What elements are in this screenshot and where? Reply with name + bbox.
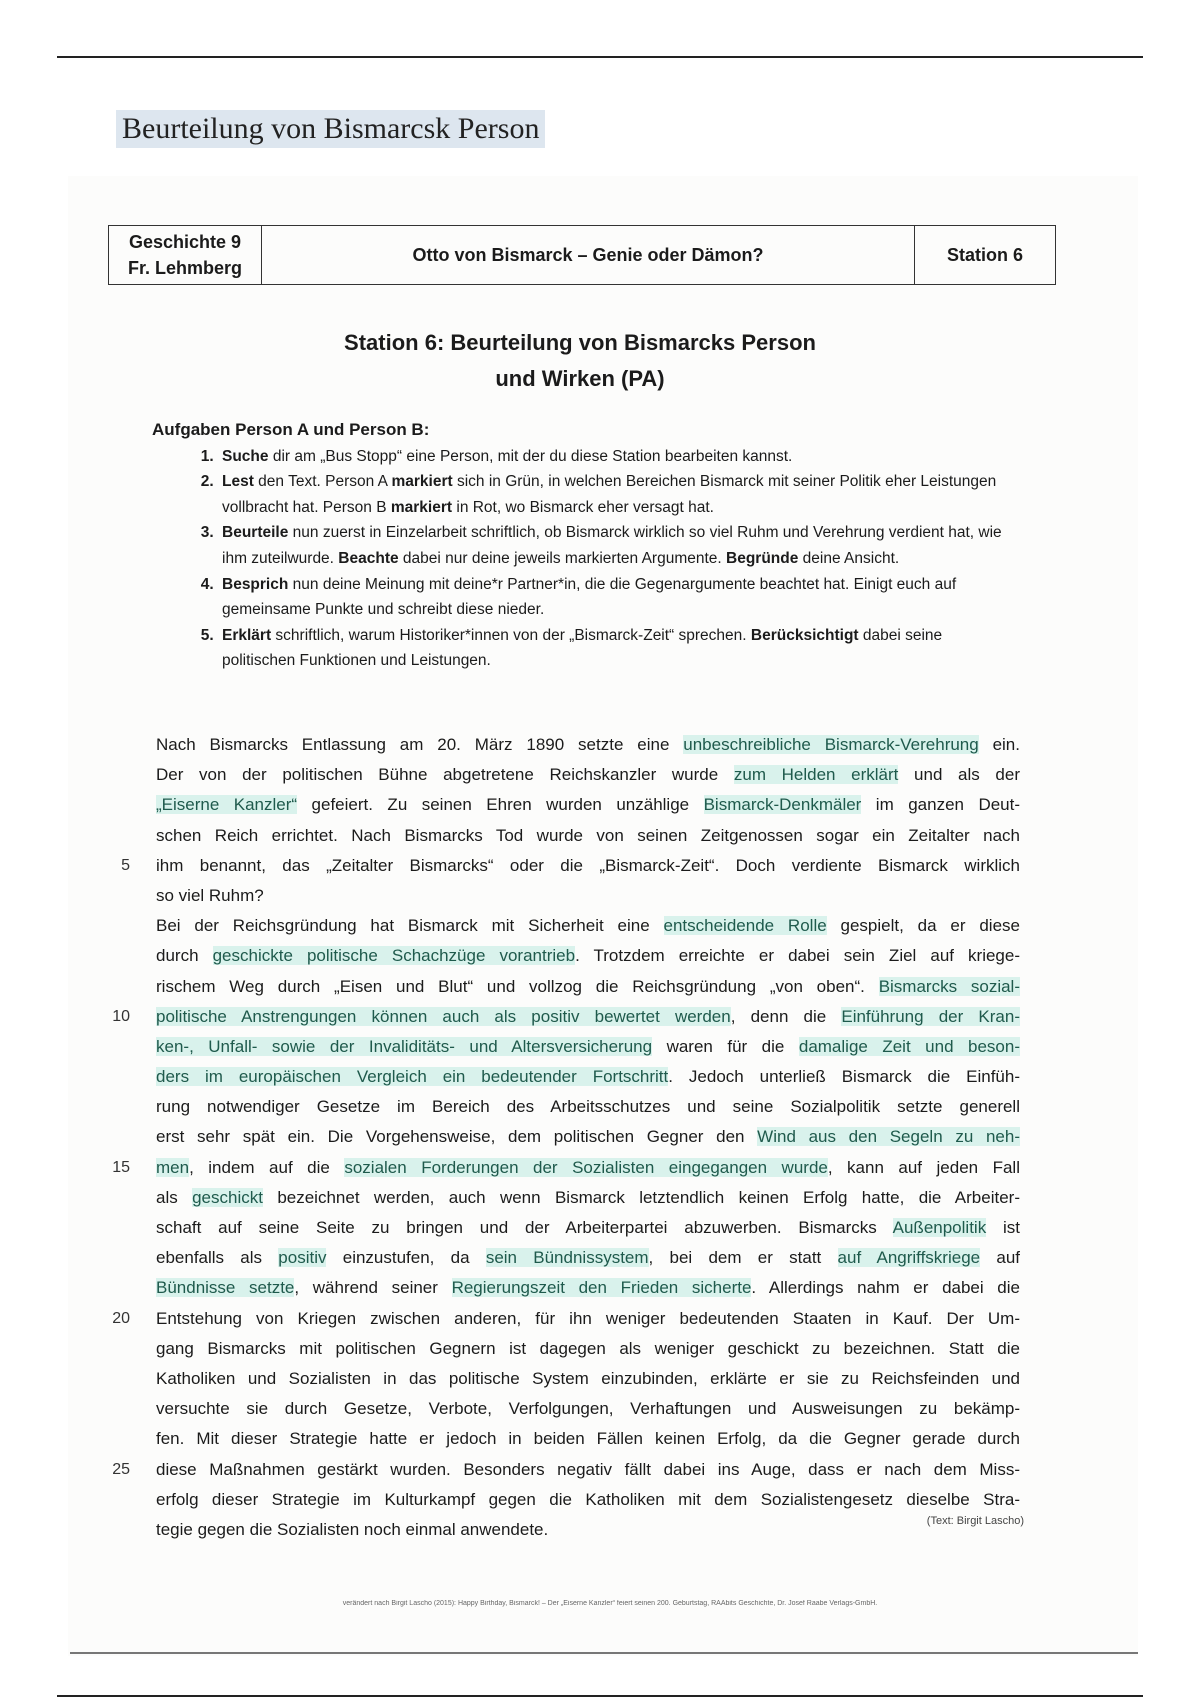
text-segment: und als der — [898, 765, 1020, 785]
task-keyword: Berücksichtigt — [750, 626, 859, 644]
text-line — [156, 972, 1020, 1002]
text-line — [156, 1394, 1020, 1424]
text-line — [156, 790, 1020, 820]
text-line — [156, 1002, 1020, 1032]
task-item — [218, 444, 1012, 470]
text-segment: , bei dem er statt — [648, 1248, 838, 1268]
text-segment: ihm benannt, das „Zeitalter Bismarcks“ oder die „Bismarck-Zeit“. Doch verdiente Bismarck wirklich — [156, 855, 1020, 875]
text-segment: tegie gegen die Sozialisten noch einmal anwendete. — [156, 1519, 549, 1539]
task-keyword: Beachte — [338, 549, 399, 567]
text-segment: einzustufen, da — [326, 1248, 486, 1268]
line-number: 20 — [112, 1309, 130, 1327]
task-items — [152, 444, 1012, 674]
text-line — [156, 1153, 1020, 1183]
task-keyword: Suche — [222, 447, 269, 465]
text-segment: schen Reich errichtet. Nach Bismarcks Tod wurde von seinen Zeitgenossen sogar ein Zeitalter nach — [156, 825, 1020, 845]
text-line — [156, 1183, 1020, 1213]
text-segment: ist — [986, 1218, 1020, 1237]
highlighted-phrase: geschickt — [192, 1187, 263, 1207]
highlighted-phrase: ken-, Unfall- sowie der Invaliditäts- und Altersversicherung — [156, 1036, 653, 1056]
highlighted-phrase: Regierungszeit den Frieden sicherte — [451, 1278, 752, 1298]
station-title — [300, 325, 860, 397]
document-title: Beurteilung von Bismarcsk Person — [116, 110, 545, 148]
highlighted-phrase: Wind aus den Segeln zu neh- — [757, 1127, 1020, 1147]
highlighted-phrase: ders im europäischen Vergleich ein bedeutender Fortschritt — [156, 1067, 669, 1087]
task-list — [152, 417, 1012, 674]
reading-text — [156, 730, 1020, 1545]
bottom-rule — [57, 1695, 1143, 1697]
top-rule — [57, 56, 1143, 58]
text-segment: durch — [156, 946, 213, 966]
text-line — [156, 1092, 1020, 1122]
scan-bottom-rule — [70, 1652, 1138, 1654]
highlighted-phrase: Einführung der Kran- — [841, 1006, 1020, 1026]
text-line — [156, 1213, 1020, 1243]
text-line — [156, 911, 1020, 941]
task-keyword: Beurteile — [222, 524, 289, 542]
task-text: nun deine Meinung mit deine*r Partner*in, die die Gegenargumente beachtet hat. Einigt euch auf gemeinsame Punkte und schreibt diese nieder. — [222, 575, 957, 619]
line-number: 10 — [112, 1007, 130, 1025]
worksheet-header — [108, 225, 1056, 285]
text-segment: Bei der Reichsgründung hat Bismarck mit Sicherheit eine — [156, 916, 664, 936]
highlighted-phrase: geschickte politische Schachzüge vorantrieb — [212, 946, 576, 966]
text-line — [156, 1424, 1020, 1454]
text-line — [156, 1334, 1020, 1364]
text-segment: , denn die — [730, 1006, 842, 1026]
highlighted-phrase: zum Helden erklärt — [733, 765, 899, 785]
text-line — [156, 1485, 1020, 1515]
text-segment: bezeichnet werden, auch wenn Bismarck letztendlich keinen Erfolg hatte, die Arbeiter- — [262, 1187, 1020, 1207]
line-number: 15 — [112, 1158, 130, 1176]
highlighted-phrase: auf Angriffskriege — [837, 1248, 981, 1268]
highlighted-phrase: entscheidende Rolle — [663, 916, 827, 936]
highlighted-phrase: unbeschreibliche Bismarck-Verehrung — [683, 735, 979, 754]
text-segment: , kann auf jeden Fall — [827, 1157, 1020, 1177]
header-left-cell — [109, 226, 262, 284]
text-credit: (Text: Birgit Lascho) — [926, 1515, 1024, 1527]
text-line — [156, 1364, 1020, 1394]
text-segment: im ganzen Deut- — [861, 795, 1020, 815]
text-segment: diese Maßnahmen gestärkt wurden. Besonders negativ fällt dabei ins Auge, dass er nach dem Miss- — [156, 1459, 1020, 1479]
highlighted-phrase: Außenpolitik — [892, 1218, 987, 1237]
line-number: 25 — [112, 1460, 130, 1478]
text-line — [156, 1455, 1020, 1485]
text-segment: Katholiken und Sozialisten in das politische System einzubinden, erklärte er sie zu Reichsfeinden und — [156, 1368, 1020, 1388]
text-segment: ein. — [978, 735, 1020, 754]
task-text: in Rot, wo Bismarck eher versagt hat. — [452, 498, 714, 516]
task-keyword: Begründe — [726, 549, 799, 567]
highlighted-phrase: Bismarck-Denkmäler — [703, 795, 862, 815]
text-segment: erfolg dieser Strategie im Kulturkampf gegen die Katholiken mit dem Sozialistengesetz dieselbe Stra- — [156, 1489, 1020, 1509]
text-segment: als — [156, 1187, 193, 1207]
text-segment: so viel Ruhm? — [156, 885, 264, 905]
text-segment: schaft auf seine Seite zu bringen und der Arbeiterpartei abzuwerben. Bismarcks — [156, 1218, 893, 1237]
task-text: nun zuerst in Einzelarbeit schriftlich, ob Bismarck wirklich so viel Ruhm und Verehrung verdient hat, wie ihm zuteilwurde. — [222, 524, 1002, 567]
text-line — [156, 881, 1020, 911]
text-line — [156, 1062, 1020, 1092]
text-line — [156, 1273, 1020, 1303]
task-text: schriftlich, warum Historiker*innen von der „Bismarck-Zeit“ sprechen. — [271, 626, 751, 644]
task-keyword: Lest — [222, 473, 254, 491]
text-line — [156, 821, 1020, 851]
task-item — [218, 520, 1012, 571]
text-segment: rischem Weg durch „Eisen und Blut“ und vollzog die Reichsgründung „von oben“. — [156, 976, 879, 996]
text-segment: ebenfalls als — [156, 1248, 279, 1268]
task-keyword: Erklärt — [222, 626, 272, 644]
task-keyword: markiert — [391, 473, 453, 491]
text-line — [156, 1515, 1020, 1545]
text-line — [156, 941, 1020, 971]
task-text: dir am „Bus Stopp“ eine Person, mit der du diese Station bearbeiten kannst. — [268, 447, 793, 465]
task-keyword: Besprich — [222, 575, 289, 593]
text-segment: . Jedoch unterließ Bismarck die Einfüh- — [668, 1067, 1020, 1087]
task-text: sich in Grün, in welchen Bereichen Bismarck mit seiner Politik eher Leistungen vollbracht hat. Person B — [222, 473, 997, 516]
text-segment: , während seiner — [294, 1278, 452, 1298]
text-segment: Nach Bismarcks Entlassung am 20. März 1890 setzte eine — [156, 735, 684, 754]
text-segment: waren für die — [652, 1036, 799, 1056]
task-text: deine Ansicht. — [798, 549, 900, 567]
text-segment: erst sehr spät ein. Die Vorgehensweise, dem politischen Gegner den — [156, 1127, 758, 1147]
text-segment: gespielt, da er diese — [826, 916, 1020, 936]
highlighted-phrase: sein Bündnissystem — [485, 1248, 649, 1268]
highlighted-phrase: Bismarcks sozial- — [878, 976, 1020, 996]
text-segment: gang Bismarcks mit politischen Gegnern ist dagegen als weniger geschickt zu bezeichnen. Statt die — [156, 1338, 1020, 1358]
task-text: den Text. Person A — [253, 473, 392, 491]
text-line — [156, 1122, 1020, 1152]
text-segment: Entstehung von Kriegen zwischen anderen, für ihn weniger bedeutenden Staaten in Kauf. Der Um- — [156, 1308, 1020, 1328]
teacher-label: Fr. Lehmberg — [127, 258, 243, 278]
text-line — [156, 1304, 1020, 1334]
text-line — [156, 1032, 1020, 1062]
text-line — [156, 851, 1020, 881]
text-segment: rung notwendiger Gesetze im Bereich des Arbeitsschutzes und seine Sozialpolitik setzte generell — [156, 1097, 1020, 1117]
source-note: verändert nach Birgit Lascho (2015): Happy Birthday, Bismarck! – Der „Eiserne Kanzler“ feiert seinen 200. Geburtstag, RAAbits Geschichte, Dr. Josef Raabe Verlags-GmbH. — [342, 1600, 878, 1607]
text-segment: versuchte sie durch Gesetze, Verbote, Verfolgungen, Verhaftungen und Ausweisungen zu bekämp- — [156, 1399, 1020, 1419]
highlighted-phrase: sozialen Forderungen der Sozialisten eingegangen wurde — [344, 1157, 828, 1177]
station-title-line-1: Station 6: Beurteilung von Bismarcks Person — [344, 330, 816, 355]
tasks-heading: Aufgaben Person A und Person B: — [152, 420, 430, 439]
task-text: dabei seine politischen Funktionen und Leistungen. — [222, 626, 943, 670]
text-segment: Der von der politischen Bühne abgetretene Reichskanzler wurde — [156, 765, 734, 785]
text-segment: auf — [980, 1248, 1020, 1268]
text-segment: gefeiert. Zu seinen Ehren wurden unzählige — [297, 795, 704, 815]
station-title-line-2: und Wirken (PA) — [495, 366, 665, 391]
task-text: dabei nur deine jeweils markierten Argumente. — [398, 549, 727, 567]
highlighted-phrase: positiv — [278, 1248, 327, 1268]
highlighted-phrase: damalige Zeit und beson- — [798, 1036, 1020, 1056]
task-item — [218, 572, 1012, 623]
highlighted-phrase: men — [156, 1157, 190, 1177]
line-number: 5 — [121, 856, 130, 874]
text-line — [156, 760, 1020, 790]
text-segment: , indem auf die — [189, 1157, 345, 1177]
text-segment: . Allerdings nahm er dabei die — [751, 1278, 1020, 1298]
task-item — [218, 623, 1012, 674]
highlighted-phrase: „Eiserne Kanzler“ — [156, 795, 298, 815]
text-segment: fen. Mit dieser Strategie hatte er jedoch in beiden Fällen keinen Erfolg, da die Gegner gerade durch — [156, 1429, 1020, 1449]
topic-cell: Otto von Bismarck – Genie oder Dämon? — [412, 244, 764, 265]
task-keyword: markiert — [390, 498, 453, 516]
highlighted-phrase: Bündnisse setzte — [156, 1278, 295, 1298]
highlighted-phrase: politische Anstrengungen können auch als positiv bewertet werden — [156, 1006, 731, 1026]
text-segment: . Trotzdem erreichte er dabei sein Ziel auf kriege- — [575, 946, 1020, 966]
subject-label: Geschichte 9 — [128, 232, 242, 252]
task-item — [218, 469, 1012, 520]
text-line — [156, 1243, 1020, 1273]
text-line — [156, 730, 1020, 760]
station-cell: Station 6 — [914, 226, 1055, 284]
